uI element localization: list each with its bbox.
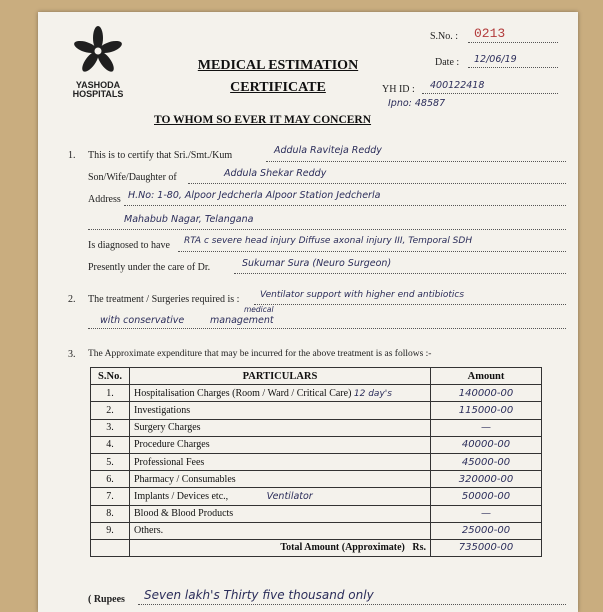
header-amount: Amount (431, 368, 542, 385)
relation-label: Son/Wife/Daughter of (88, 172, 177, 183)
sno-value: 0213 (474, 26, 506, 41)
header-particulars: PARTICULARS (130, 368, 431, 385)
total-amount (431, 539, 542, 556)
row-sno: 7. (91, 488, 130, 505)
row-sno: 8. (91, 505, 130, 522)
row-amount (431, 402, 542, 419)
table-row (91, 471, 542, 488)
row-amount-value: 115000-00 (458, 404, 514, 416)
address-line1: H.No: 1-80, Alpoor Jedcherla Alpoor Station Jedcherla (128, 190, 381, 201)
row-amount (431, 419, 542, 436)
treatment-line1: Ventilator support with higher end antibiotics (260, 290, 465, 300)
row-sno: 2. (91, 402, 130, 419)
row-amount (431, 471, 542, 488)
yhid-label: YH ID : (382, 84, 415, 95)
treatment-insert: medical (244, 305, 274, 314)
diagnosis-value: RTA c severe head injury Diffuse axonal injury III, Temporal SDH (184, 236, 473, 246)
doctor-name: Sukumar Sura (Neuro Surgeon) (242, 258, 392, 269)
row-sno: 1. (91, 385, 130, 402)
row-particular (130, 385, 431, 402)
row-amount-value: 40000-00 (461, 439, 511, 451)
diagnosis-label: Is diagnosed to have (88, 240, 170, 251)
ipno-value: Ipno: 48587 (388, 98, 446, 109)
row-amount-value: 320000-00 (458, 473, 514, 485)
total-currency: Rs. (412, 542, 426, 554)
total-label: Total Amount (Approximate) (280, 542, 405, 554)
guardian-name: Addula Shekar Reddy (224, 168, 327, 179)
treatment-label: The treatment / Surgeries required is : (88, 294, 240, 305)
row-amount (431, 453, 542, 470)
treatment-line2-suffix: management (210, 315, 274, 326)
row-sno: 5. (91, 453, 130, 470)
row-particular: Professional Fees (130, 453, 431, 470)
rupees-label: ( Rupees (88, 594, 125, 605)
section1-number: 1. (68, 150, 76, 161)
row-note: 12 day's (353, 388, 392, 399)
date-value: 12/06/19 (474, 54, 517, 65)
row-particular: Investigations (130, 402, 431, 419)
total-amount-value: 735000-00 (458, 542, 514, 554)
row-sno: 3. (91, 419, 130, 436)
table-row (91, 488, 542, 505)
hospital-name-line1: YASHODA (75, 80, 121, 90)
rupees-words: Seven lakh's Thirty five thousand only (144, 588, 374, 602)
certificate-page (38, 12, 578, 612)
row-sno: 6. (91, 471, 130, 488)
sno-label: S.No. : (430, 31, 459, 42)
table-row (91, 419, 542, 436)
row-amount-value: 45000-00 (461, 456, 511, 468)
hospital-logo (66, 24, 130, 99)
row-particular-text: Hospitalisation Charges (Room / Ward / Critical Care) (134, 387, 352, 399)
table-row (91, 385, 542, 402)
row-amount (431, 488, 542, 505)
row-particular: Pharmacy / Consumables (130, 471, 431, 488)
yhid-value: 400122418 (430, 80, 485, 91)
table-row (91, 436, 542, 453)
row-particular: Blood & Blood Products (130, 505, 431, 522)
header-sno: S.No. (91, 368, 130, 385)
row-particular-text: Implants / Devices etc., (134, 490, 229, 502)
certificate-title-line1: MEDICAL ESTIMATION (197, 58, 359, 73)
row-amount-value: 140000-00 (458, 387, 514, 399)
row-particular: Surgery Charges (130, 419, 431, 436)
table-row (91, 522, 542, 539)
treatment-line2-prefix: with conservative (100, 315, 185, 326)
address-line2: Mahabub Nagar, Telangana (124, 214, 254, 225)
row-amount (431, 522, 542, 539)
row-amount (431, 385, 542, 402)
row-sno: 4. (91, 436, 130, 453)
section2-number: 2. (68, 294, 76, 305)
patient-name: Addula Raviteja Reddy (274, 145, 382, 156)
expenditure-label: The Approximate expenditure that may be incurred for the above treatment is as follows :- (88, 349, 432, 359)
table-row (91, 402, 542, 419)
concern-heading: TO WHOM SO EVER IT MAY CONCERN (154, 114, 372, 126)
row-particular: Others. (130, 522, 431, 539)
certificate-title-line2: CERTIFICATE (230, 80, 326, 95)
total-label-cell (130, 539, 431, 556)
row-amount-value: — (481, 422, 491, 434)
hospital-name-line2: HOSPITALS (72, 89, 124, 99)
care-label: Presently under the care of Dr. (88, 262, 211, 273)
flower-logo-icon (66, 24, 130, 76)
certify-label: This is to certify that Sri./Smt./Kum (88, 150, 233, 161)
table-row (91, 505, 542, 522)
address-label: Address (88, 194, 121, 205)
row-particular: Procedure Charges (130, 436, 431, 453)
table-row (91, 453, 542, 470)
row-particular (130, 488, 431, 505)
row-note: Ventilator (266, 490, 313, 502)
row-amount-value: 50000-00 (461, 490, 511, 502)
section3-number: 3. (68, 349, 76, 360)
row-amount (431, 505, 542, 522)
estimate-table (90, 367, 542, 557)
row-amount-value: 25000-00 (461, 525, 511, 537)
date-label: Date : (435, 57, 460, 68)
row-sno: 9. (91, 522, 130, 539)
row-amount-value: — (481, 508, 491, 520)
total-row (91, 539, 542, 556)
row-amount (431, 436, 542, 453)
